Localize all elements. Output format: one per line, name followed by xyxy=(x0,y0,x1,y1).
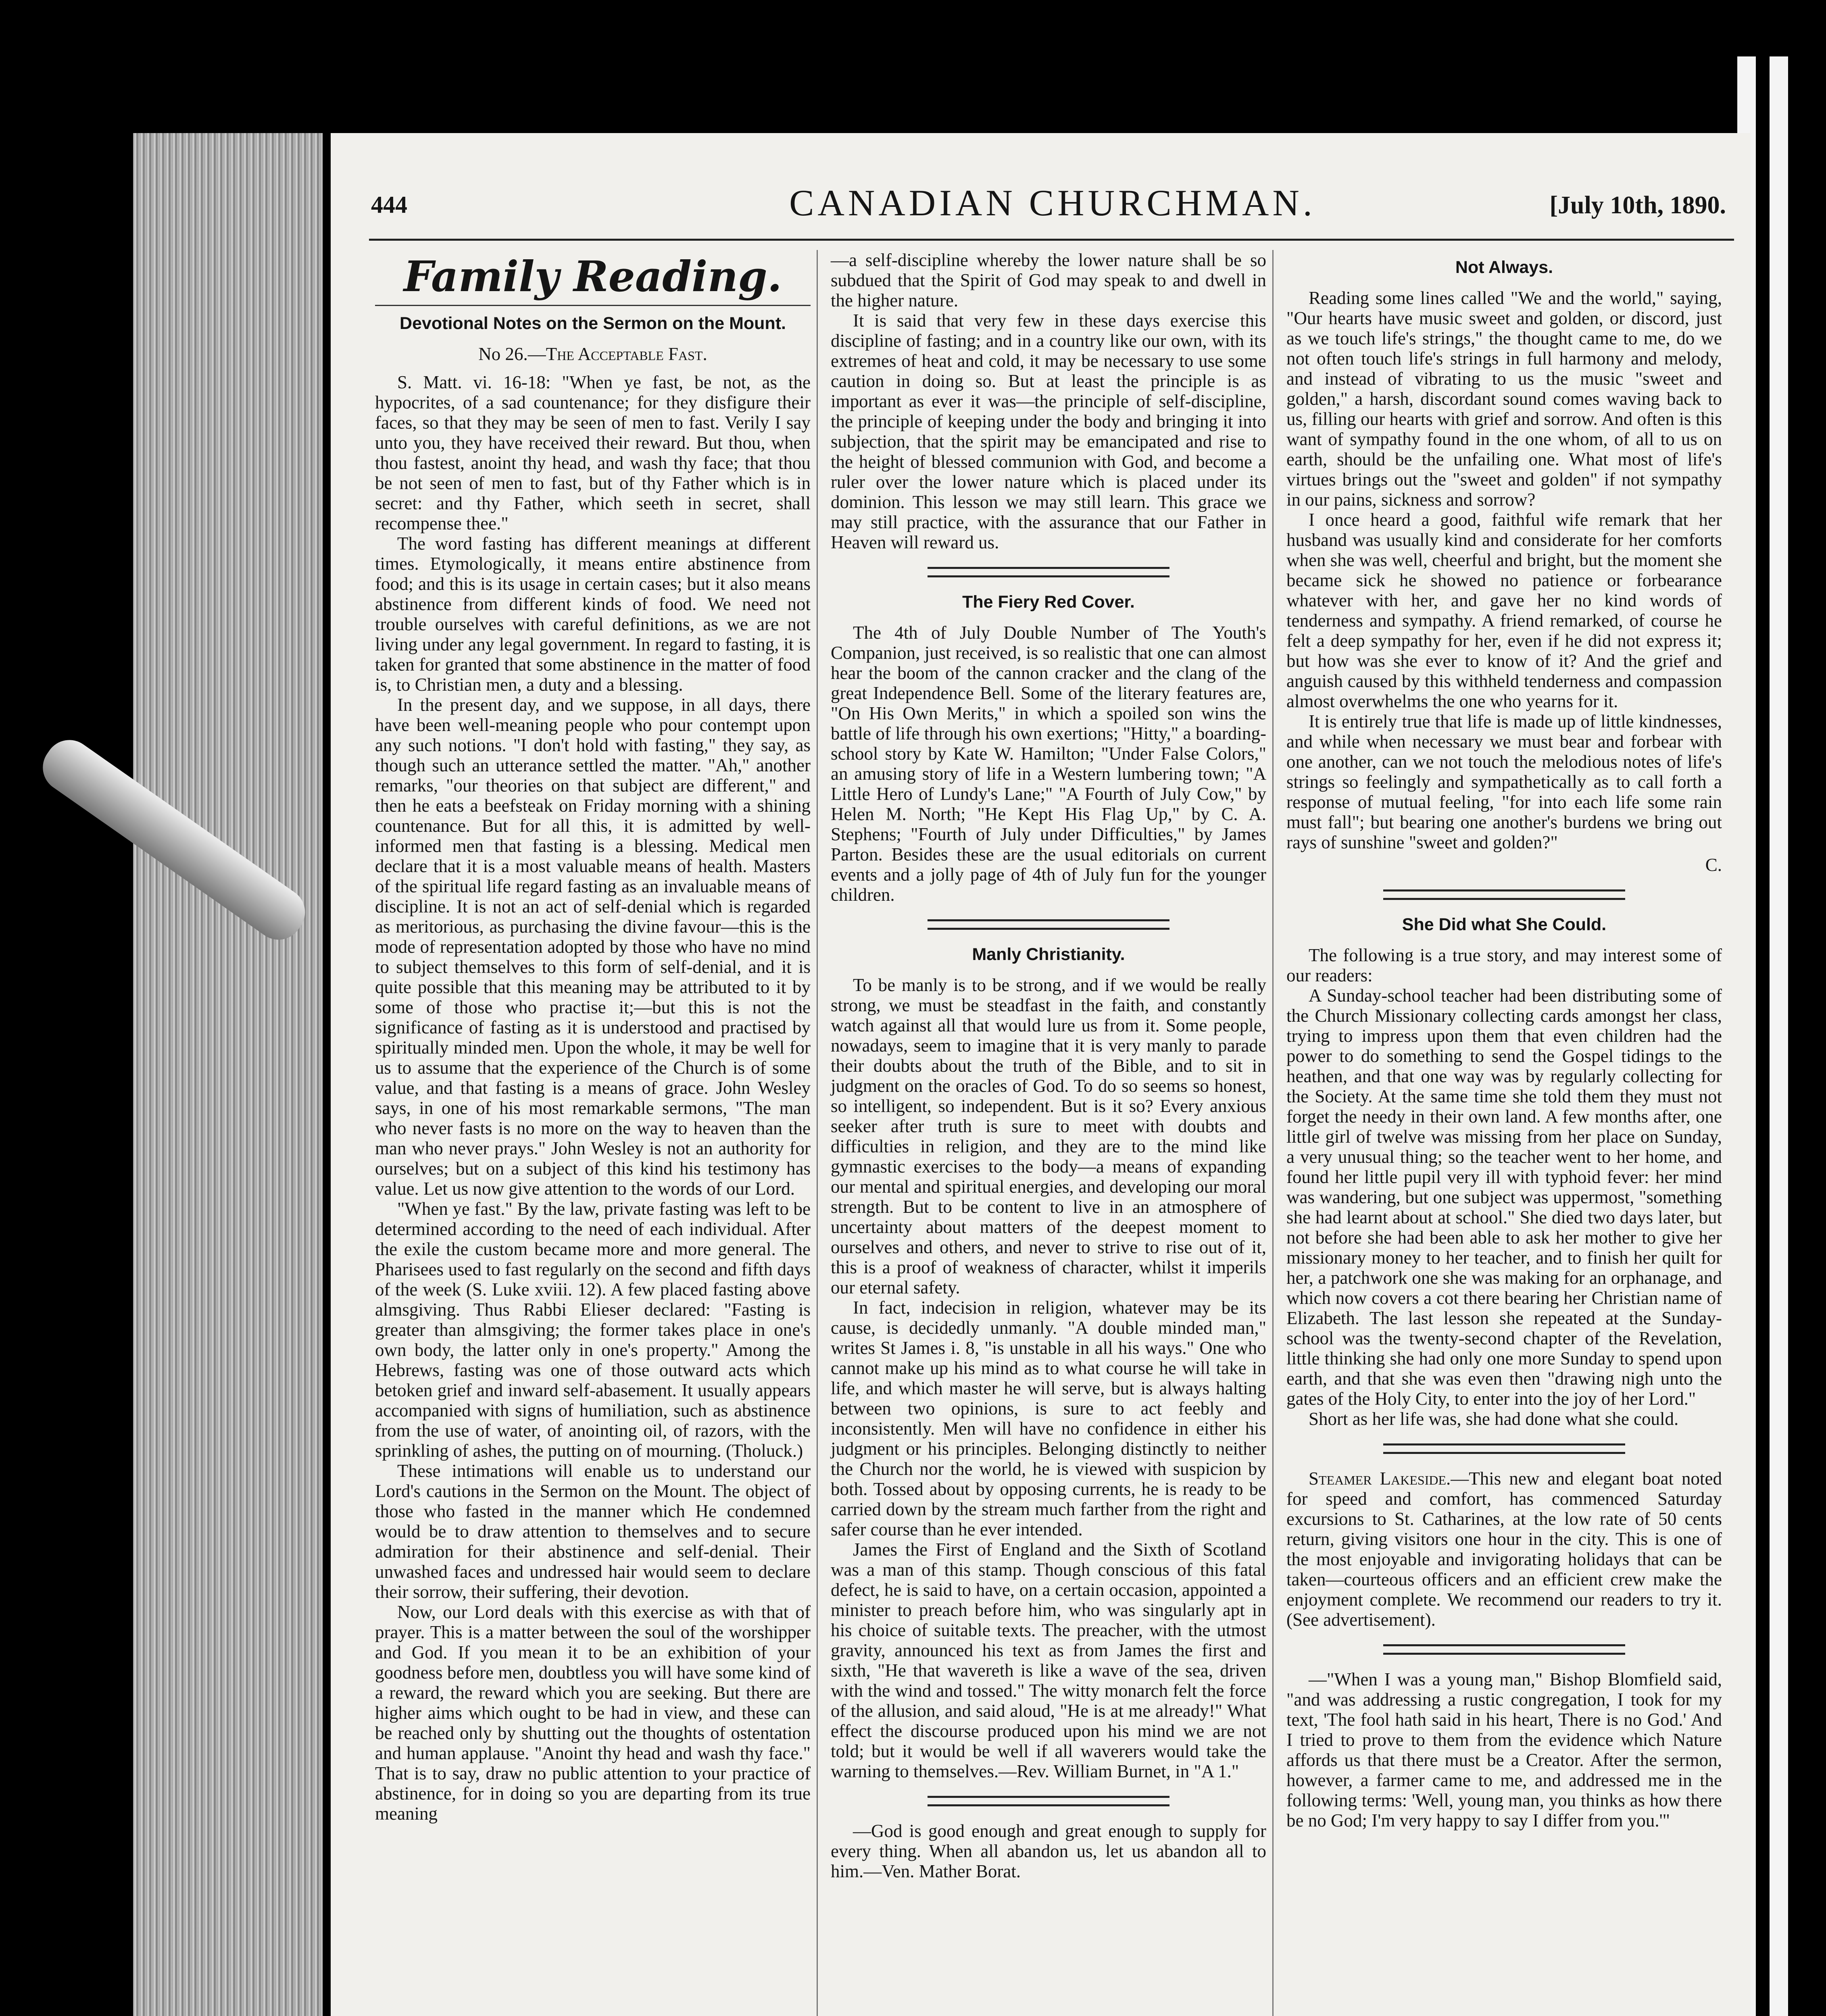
paragraph: Now, our Lord deals with this exercise as with that of prayer. This is a matter between the soul of the worshipper and God. If you mean it to be an exhibition of your goodness before men, doubtless you will have some kind of a reward, the reward which you are seeking. But there are higher aims which ought to be had in view, and these can be reached only by shutting out the thoughts of ostentation and human applause. "Anoint thy head and wash thy face." That is to say, draw no public attention to your practice of abstinence, for in doing so you are departing from its true meaning xyxy=(375,1602,811,1824)
paragraph: Reading some lines called "We and the world," saying, "Our hearts have music sweet and golden, or discord, just as we touch life's strings," the thought came to me, do we not often touch life's strings in full harmony and melody, and instead of vibrating to us the music "sweet and golden," a harsh, discordant sound comes waving back to us, filling our hearts with grief and sorrow. And often is this want of sympathy found in the one whom, of all to us on earth, should be the unfailing one. What most of life's virtues brings out the "sweet and golden" if not sympathy in our pains, sickness and sorrow? xyxy=(1286,288,1722,510)
paragraph: These intimations will enable us to understand our Lord's cautions in the Sermon on the Mount. The object of those who fasted in the manner which He condemned would be to draw attention to themselves and to secure admiration for their abstinence and self-denial. Their unwashed faces and undressed hair would seem to declare their sorrow, their suffering, their devotion. xyxy=(375,1461,811,1602)
paragraph: It is said that very few in these days exercise this discipline of fasting; and in a country like our own, with its extremes of heat and cold, it may be necessary to use some caution in doing so. But at least the principle is as important as ever it was—the principle of self-discipline, the principle of keeping under the body and bringing it into subjection, that the spirit may be emancipated and rise to the height of blessed communion with God, and become a ruler over the lower nature which is placed under its dominion. This lesson we may still learn. This grace we may still practice, with the assurance that our Father in Heaven will reward us. xyxy=(831,310,1266,552)
paragraph: James the First of England and the Sixth of Scotland was a man of this stamp. Though conscious of this fatal defect, he is said to have, on a certain occasion, appointed a minister to preach before him, who was singularly apt in his choice of suitable texts. The preacher, with the utmost gravity, announced his text as from James the first and sixth, "He that wavereth is like a wave of the sea, driven with the wind and tossed." The witty monarch felt the force of the allusion, and said aloud, "He is at me already!" What effect the discourse produced upon his mind we are not told; but it would be well if all waverers would take the warning to themselves.—Rev. William Burnet, in "A 1." xyxy=(831,1539,1266,1781)
double-rule xyxy=(1383,889,1625,900)
paragraph: S. Matt. vi. 16-18: "When ye fast, be not, as the hypocrites, of a sad countenance; for they disfigure their faces, so that they may be seen of men to fast. Verily I say unto you, they have received their reward. But thou, when thou fastest, anoint thy head, and wash thy face; that thou be not seen of men to fast, but of thy Father which is in secret: and thy Father, which seeth in secret, shall recompense thee." xyxy=(375,372,811,533)
paragraph: —"When I was a young man," Bishop Blomfield said, "and was addressing a rustic congregation, I took for my text, 'The fool hath said in his heart, There is no God.' And I tried to prove to them from the evidence which Nature affords us that there must be a Creator. After the sermon, however, a farmer came to me, and addressed me in the following terms: 'Well, young man, you thinks as how there be no God; I'm very happy to say I differ from you.'" xyxy=(1286,1669,1722,1831)
column-divider xyxy=(817,250,818,2016)
paragraph: A Sunday-school teacher had been distributing some of the Church Missionary collecting cards amongst her class, trying to impress upon them that even children had the power to do something to send the Gospel tidings to the heathen, and that one way was by regularly collecting for the Society. At the same time she told them they must not forget the needy in their own land. A few months after, one little girl of twelve was missing from her place on Sunday, a very unusual thing; so the teacher went to her home, and found her little pupil very ill with typhoid fever: her mind was wandering, but one subject was uppermost, "something she had learnt about at school." She died two days later, but not before she had been able to ask her mother to give her missionary money to her teacher, and to finish her quilt for her, a patchwork one she was making for an orphanage, and which now covers a cot there bearing her Christian name of Elizabeth. The last lesson she repeated at the Sunday-school was the twenty-second chapter of the Revelation, little thinking she had only one more Sunday to spend upon earth, and that she was even then "drawing nigh unto the gates of the Holy City, to enter into the joy of her Lord." xyxy=(1286,985,1722,1409)
newspaper-page xyxy=(331,133,1750,2016)
paragraph: Short as her life was, she had done what she could. xyxy=(1309,1409,1679,1429)
page-number: 444 xyxy=(371,192,407,218)
column-right xyxy=(1286,250,1722,1831)
paragraph: —a self-discipline whereby the lower nature shall be so subdued that the Spirit of God may speak to and dwell in the higher nature. xyxy=(831,250,1266,310)
article-title: The Fiery Red Cover. xyxy=(962,592,1135,612)
quote: —God is good enough and great enough to supply for every thing. When all abandon us, let us abandon all to him.—Ven. Mather Borat. xyxy=(831,1821,1266,1881)
paragraph: It is entirely true that life is made up of little kindnesses, and while when necessary we must bear and forbear with one another, can we not touch the melodious notes of life's strings so feelingly and sympathetically as to call forth a response of mutual feeling, "for into each life some rain must fall"; but bearing one another's burdens we bring out rays of sunshine "sweet and golden?" xyxy=(1286,711,1722,852)
column-middle xyxy=(831,250,1266,1881)
paragraph: The 4th of July Double Number of The Youth's Companion, just received, is so realistic that one can almost hear the boom of the cannon cracker and the clang of the great Independence Bell. Some of the literary features are, "On His Own Merits," in which a spoiled son wins the battle of life through his own exertions; "Hitty," a boarding-school story by Kate W. Hamilton; "Under False Colors," an amusing story of life in a Western lumbering town; "A Little Hero of Lundy's Lane;" "A Fourth of July Cow," by Helen M. North; "He Kept His Flag Up," by C. A. Stephens; "Fourth of July under Difficulties," by James Parton. Besides these are the usual editorials on current events and a jolly page of 4th of July fun for the younger children. xyxy=(831,623,1266,905)
masthead: CANADIAN CHURCHMAN. xyxy=(789,182,1316,223)
paragraph: In the present day, and we suppose, in all days, there have been well-meaning people who pour contempt upon any such notions. "I don't hold with fasting," they say, as though such an utterance settled the matter. "Ah," another remarks, "our theories on that subject are different," and then he eats a beefsteak on Friday morning with a shining countenance. But for all this, it is admitted by well-informed men that fasting is a blessing. Medical men declare that it is a most valuable means of health. Masters of the spiritual life regard fasting as an invaluable means of discipline. It is not an act of self-denial which is regarded as meritorious, as purchasing the divine favour—this is the mode of representation adopted by those who have no mind to subject themselves to this form of self-denial, and it is quite possible that this meaning may be attributed to it by some of those who practise it;—but this is not the significance of fasting as it is understood and practised by spiritually minded men. Upon the whole, it may be well for us to assume that the experience of the Church is of some value, and that fasting is a means of grace. John Wesley says, in one of his most remarkable sermons, "The man who never fasts is no more on the way to heaven than the man who never prays." John Wesley is not an authority for ourselves; but on a subject of this kind his testimony has value. Let us now give attention to the words of our Lord. xyxy=(375,695,811,1199)
paragraph: The word fasting has different meanings at different times. Etymologically, it means entire abstinence from food; and this is its usage in certain cases; but it also means abstinence from different kinds of food. We need not trouble ourselves with careful definitions, as we are not living under any legal government. In regard to fasting, it is taken for granted that some abstinence in the matter of food is, to Christian men, a duty and a blessing. xyxy=(375,533,811,695)
column-left xyxy=(375,250,811,1824)
double-rule xyxy=(928,567,1169,577)
paragraph xyxy=(1286,1468,1722,1630)
header-rule xyxy=(369,239,1734,241)
rule xyxy=(375,305,811,306)
article-title: Devotional Notes on the Sermon on the Mount. xyxy=(400,314,786,333)
column-divider xyxy=(1272,250,1274,2016)
article-subtitle xyxy=(375,344,811,364)
steamer-text: —This new and elegant boat noted for speed and comfort, has commenced Saturday excursions to St. Catharines, at the low rate of 50 cents return, giving visitors one hour in the city. This is one of the most enjoyable and invigorating holidays that can be taken—courteous officers and an efficient crew make the enjoyment complete. We recommend our readers to try it. (See advertisement). xyxy=(1286,1468,1722,1630)
scanner-bar xyxy=(1770,56,1788,2016)
paragraph: To be manly is to be strong, and if we would be really strong, we must be steadfast in the faith, and constantly watch against all that would lure us from it. Some people, nowadays, seem to imagine that it is very manly to parade their doubts about the truth of the Bible, and to sit in judgment on the oracles of God. To do so seems so honest, so intelligent, so independent. But is it so? Every anxious seeker after truth is sure to meet with doubts and difficulties in religion, and they are to the mind like gymnastic exercises to the body—a means of expanding our mental and spiritual energies, and developing our moral strength. But to be content to live in an atmosphere of uncertainty about matters of the deepest moment to ourselves and others, and never to strive to rise out of it, this is a proof of weakness of character, whilst it imperils our eternal safety. xyxy=(831,975,1266,1297)
issue-date: [July 10th, 1890. xyxy=(1549,192,1726,219)
article-subtitle-text: The Acceptable Fast. xyxy=(546,344,707,364)
page-header xyxy=(371,181,1734,234)
double-rule xyxy=(928,1796,1169,1806)
article-title: Manly Christianity. xyxy=(972,945,1125,964)
paragraph: "When ye fast." By the law, private fasting was left to be determined according to the need of each individual. After the exile the custom became more and more general. The Pharisees used to fast regularly on the second and fifth days of the week (S. Luke xviii. 12). A few placed fasting above almsgiving. Thus Rabbi Elieser declared: "Fasting is greater than almsgiving; the former takes place in one's own body, the latter only in one's property." Among the Hebrews, fasting was one of those outward acts which betoken grief and inward self-abasement. It usually appears accompanied with signs of humiliation, such as abstinence from the use of water, of anointing oil, of razors, with the sprinkling of ashes, the putting on of mourning. (Tholuck.) xyxy=(375,1199,811,1461)
article-title: She Did what She Could. xyxy=(1402,915,1607,934)
double-rule xyxy=(1383,1443,1625,1454)
section-heading: Family Reading. xyxy=(404,252,782,301)
steamer-lead: Steamer Lakeside. xyxy=(1309,1468,1451,1489)
double-rule xyxy=(928,919,1169,930)
double-rule xyxy=(1383,1644,1625,1655)
article-title: Not Always. xyxy=(1455,258,1553,277)
article-number: No 26.— xyxy=(478,344,546,364)
signature: C. xyxy=(1705,855,1722,875)
paragraph: In fact, indecision in religion, whatever may be its cause, is decidedly unmanly. "A double minded man," writes St James i. 8, "is unstable in all his ways." One who cannot make up his mind as to what course he will take in life, and which master he will serve, but is always halting between two opinions, is sure to act feebly and inconsistently. Men will have no confidence in either his judgment or his principles. Belonging distinctly to neither the Church nor the world, he is viewed with suspicion by both. Tossed about by opposing currents, he is ready to be carried down by the stream much farther from the right and safer course than he ever intended. xyxy=(831,1297,1266,1539)
paragraph: I once heard a good, faithful wife remark that her husband was usually kind and considerate for her comforts when she was well, cheerful and bright, but the moment she became sick he showed no patience or forbearance whatever with her, and gave her no kind words of tenderness and sympathy. A friend remarked, of course he felt a deep sympathy for her, even if he did not express it; but how was she ever to know of it? And the grief and anguish caused by this withheld tenderness and compassion almost overwhelms the one who yearns for it. xyxy=(1286,510,1722,711)
paragraph: The following is a true story, and may interest some of our readers: xyxy=(1286,945,1722,985)
book-page-edges xyxy=(133,133,323,2016)
